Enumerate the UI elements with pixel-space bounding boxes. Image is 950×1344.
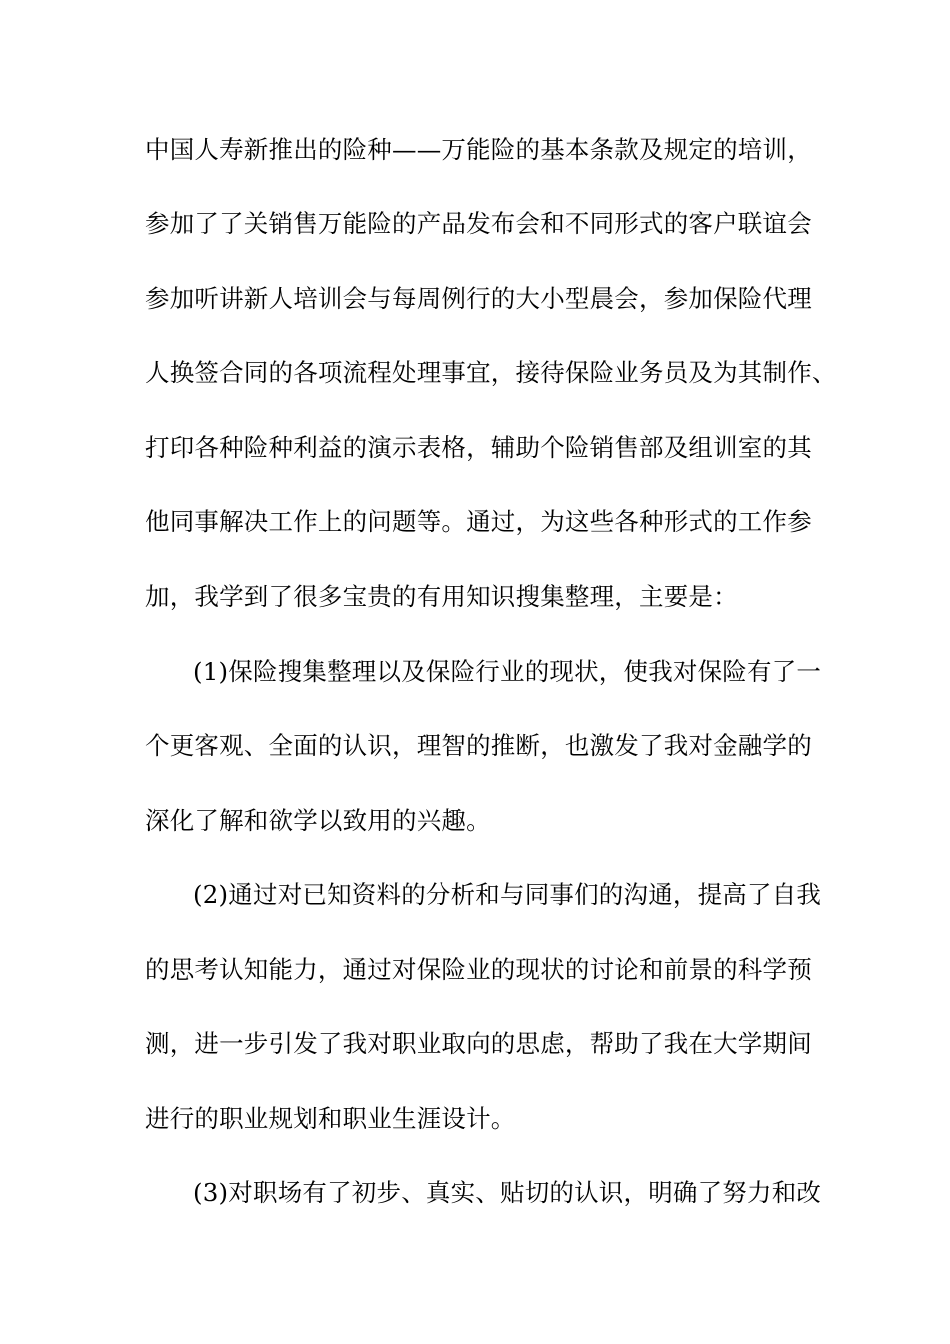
text-line-6: 他同事解决工作上的问题等。通过，为这些各种形式的工作参	[145, 507, 812, 536]
text-line-12: 的思考认知能力，通过对保险业的现状的讨论和前景的科学预	[145, 955, 812, 984]
text-line-11: (2)通过对已知资料的分析和与同事们的沟通，提高了自我	[193, 880, 822, 909]
text-line-2: 参加了了关销售万能险的产品发布会和不同形式的客户联谊会	[145, 209, 812, 238]
text-line-13: 测，进一步引发了我对职业取向的思虑，帮助了我在大学期间	[145, 1029, 812, 1058]
text-line-5: 打印各种险种利益的演示表格，辅助个险销售部及组训室的其	[145, 433, 812, 462]
text-line-14: 进行的职业规划和职业生涯设计。	[145, 1104, 516, 1133]
text-line-1: 中国人寿新推出的险种——万能险的基本条款及规定的培训，	[145, 135, 812, 164]
text-line-7: 加，我学到了很多宝贵的有用知识搜集整理，主要是：	[145, 582, 738, 611]
text-line-15: (3)对职场有了初步、真实、贴切的认识，明确了努力和改	[193, 1178, 822, 1207]
text-line-8: (1)保险搜集整理以及保险行业的现状，使我对保险有了一	[193, 657, 822, 686]
text-line-4: 人换签合同的各项流程处理事宜，接待保险业务员及为其制作、	[145, 358, 837, 387]
text-line-9: 个更客观、全面的认识，理智的推断，也激发了我对金融学的	[145, 731, 812, 760]
text-line-10: 深化了解和欲学以致用的兴趣。	[145, 806, 491, 835]
text-line-3: 参加听讲新人培训会与每周例行的大小型晨会，参加保险代理	[145, 284, 812, 313]
